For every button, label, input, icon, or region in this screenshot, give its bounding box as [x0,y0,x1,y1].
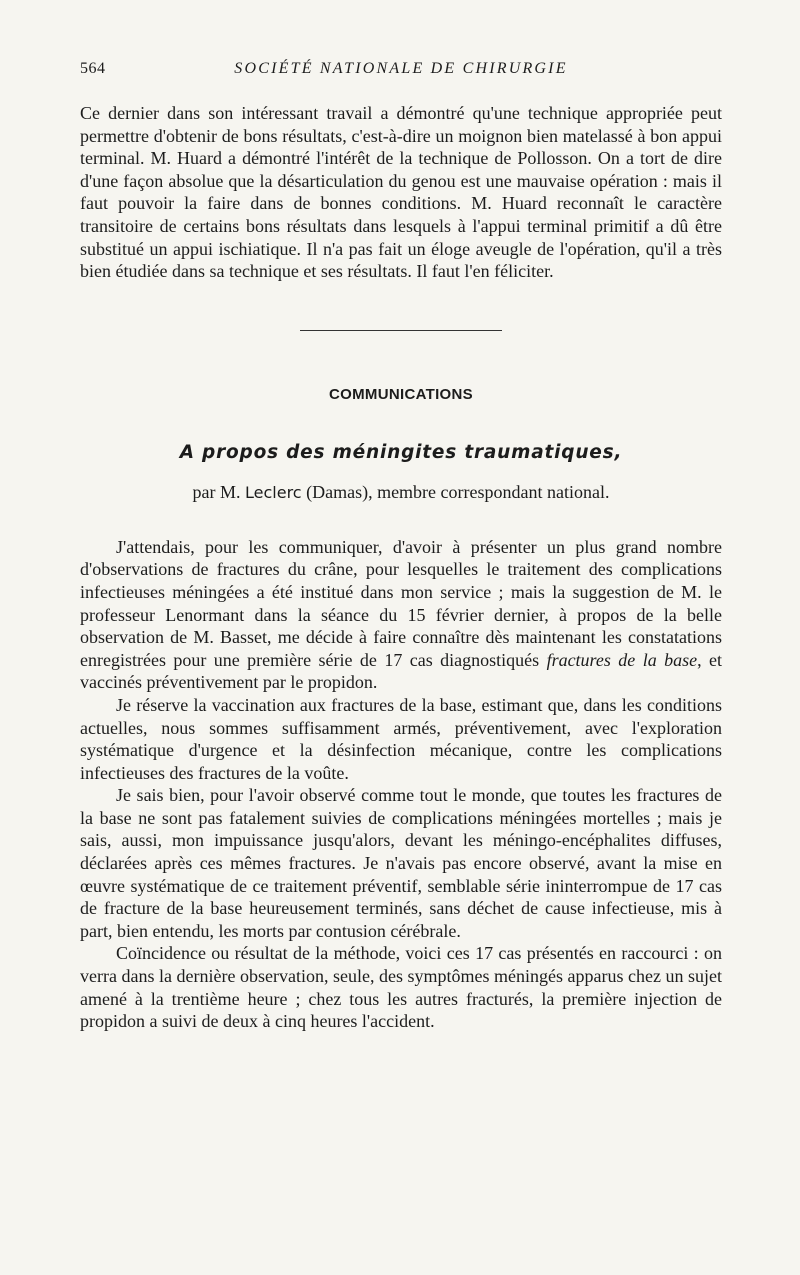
page-number: 564 [80,60,106,77]
paragraph-4: Coïncidence ou résultat de la méthode, voici ces 17 cas présentés en raccourci : on verra dans la dernière observation, seule, des symptômes méningés apparus chez un sujet amené à la trentième heure ; chez tous les autres fracturés, la première injection de propidon a suivi de deux à cinq heures l'accident. [80,943,722,1032]
section-heading: COMMUNICATIONS [329,385,473,403]
paragraph-3: Je sais bien, pour l'avoir observé comme tout le monde, que toutes les fractures de la base ne sont pas fatalement suivies de complications méningées mortelles ; mais je sais, aussi, mon impuissance jusqu'alors, devant les méningo-encéphalites diffuses, déclarées après ces mêmes fractures. Je n'avais pas encore observé, avant la mise en œuvre systématique de ce traitement préventif, semblable série ininterrompue de 17 cas de fracture de la base heureusement terminés, sans déchet de cause infectieuse, mis à part, bien entendu, les morts par contusion cérébrale. [80,785,722,941]
author-name: Leclerc [245,482,302,502]
section-divider [300,330,502,331]
byline-suffix: (Damas), membre correspondant national. [306,481,610,502]
intro-paragraph: Ce dernier dans son intéressant travail a démontré qu'une technique appropriée peut permettre d'obtenir de bons résultats, c'est-à-dire un moignon bien matelassé à bon appui terminal. M. Huard a démontré l'intérêt de la technique de Pollosson. On a tort de dire d'une façon absolue que la désarticulation du genou est une mauvaise opération : mais il faut pouvoir la faire dans de bonnes conditions. M. Huard reconnaît le caractère transitoire de certains bons résultats dans lesquels à l'appui terminal primitif a dû être substitué un appui ischiatique. Il n'a pas fait un éloge aveugle de l'opération, qu'il a très bien étudiée dans sa technique et ses résultats. Il faut l'en féliciter. [80,103,722,282]
article-body [80,536,722,1033]
article-title: A propos des méningites traumatiques, [179,441,623,463]
running-head [80,58,722,86]
byline-prefix: par M. [192,481,241,502]
paragraph-2: Je réserve la vaccination aux fractures de la base, estimant que, dans les conditions actuelles, nous sommes suffisamment armés, préventivement, avec l'exploration systématique d'urgence et la désinfection mécanique, contre les complications infectieuses des fractures de la voûte. [80,694,722,783]
paragraph-1 [80,536,722,694]
paragraph-1-text: J'attendais, pour les communiquer, d'avoir à présenter un plus grand nombre d'observations de fractures du crâne, pour lesquelles le traitement des complications infectieuses méningées a été institué dans mon service ; mais la suggestion de M. le professeur Lenormant dans la séance du 15 février dernier, à propos de la belle observation de M. Basset, me décide à faire connaître dès maintenant les constatations enregistrées pour une première série de 17 cas diagnostiqués [80,536,722,670]
paragraph-1-tail: , et vaccinés préventivement par le propidon. [80,649,723,693]
page-content [80,58,722,1033]
byline [80,482,722,503]
journal-title: SOCIÉTÉ NATIONALE DE CHIRURGIE [234,60,568,77]
paragraph-1-emphasis: fractures de la base [546,649,698,670]
